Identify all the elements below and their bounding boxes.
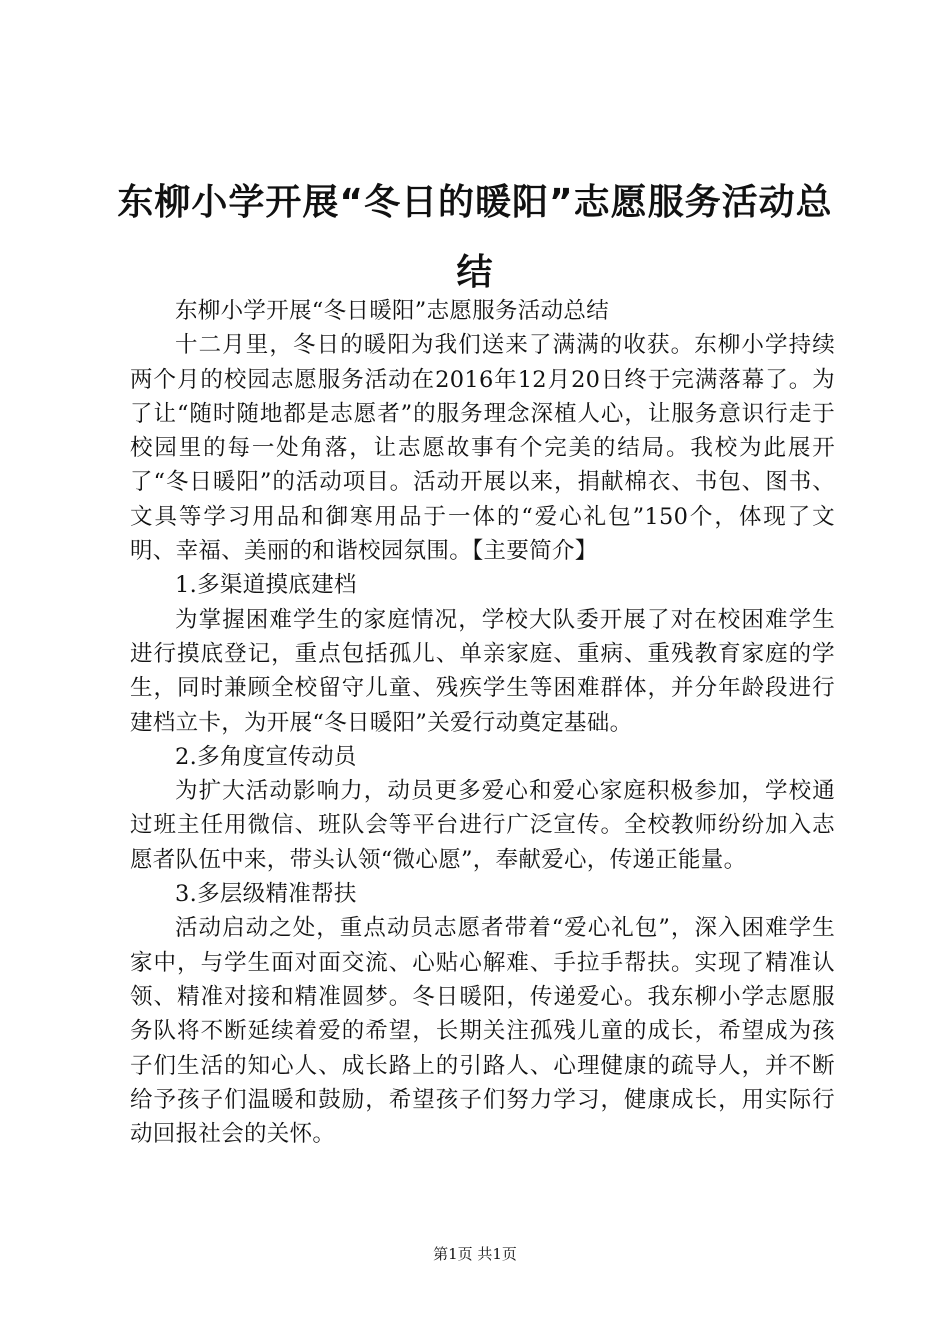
document-title: 东柳小学开展“冬日的暖阳”志愿服务活动总结 bbox=[117, 182, 833, 293]
section-heading-1: 1.多渠道摸底建档 bbox=[175, 572, 357, 599]
section-heading-3: 3.多层级精准帮扶 bbox=[175, 881, 357, 908]
paragraph-section-3: 活动启动之处，重点动员志愿者带着“爱心礼包”，深入困难学生家中，与学生面对面交流、心贴心解难、手拉手帮扶。实现了精准认领、精准对接和精准圆梦。冬日暖阳，传递爱心。我东柳小学志愿服务队将不断延续着爱的希望，长期关注孤残儿童的成长，希望成为孩子们生活的知心人、成长路上的引路人、心理健康的疏导人，并不断给予孩子们温暖和鼓励，希望孩子们努力学习，健康成长，用实际行动回报社会的关怀。 bbox=[130, 915, 835, 1148]
paragraph-section-1: 为掌握困难学生的家庭情况，学校大队委开展了对在校困难学生进行摸底登记，重点包括孤儿、单亲家庭、重病、重残教育家庭的学生，同时兼顾全校留守儿童、残疾学生等困难群体，并分年龄段进行建档立卡，为开展“冬日暖阳”关爱行动奠定基础。 bbox=[130, 606, 835, 736]
paragraph-subtitle: 东柳小学开展“冬日暖阳”志愿服务活动总结 bbox=[175, 298, 610, 324]
document-body bbox=[130, 294, 835, 1151]
page-footer: 第1页 共1页 bbox=[433, 1245, 517, 1263]
section-heading-2: 2.多角度宣传动员 bbox=[175, 743, 357, 770]
paragraph-section-2: 为扩大活动影响力，动员更多爱心和爱心家庭积极参加，学校通过班主任用微信、班队会等平台进行广泛宣传。全校教师纷纷加入志愿者队伍中来，带头认领“微心愿”，奉献爱心，传递正能量。 bbox=[130, 778, 835, 873]
paragraph-intro: 十二月里，冬日的暖阳为我们送来了满满的收获。东柳小学持续两个月的校园志愿服务活动在2016年12月20日终于完满落幕了。为了让“随时随地都是志愿者”的服务理念深植人心，让服务意识行走于校园里的每一处角落，让志愿故事有个完美的结局。我校为此展开了“冬日暖阳”的活动项目。活动开展以来，捐献棉衣、书包、图书、文具等学习用品和御寒用品于一体的“爱心礼包”150个，体现了文明、幸福、美丽的和谐校园氛围。【主要简介】 bbox=[130, 332, 835, 565]
